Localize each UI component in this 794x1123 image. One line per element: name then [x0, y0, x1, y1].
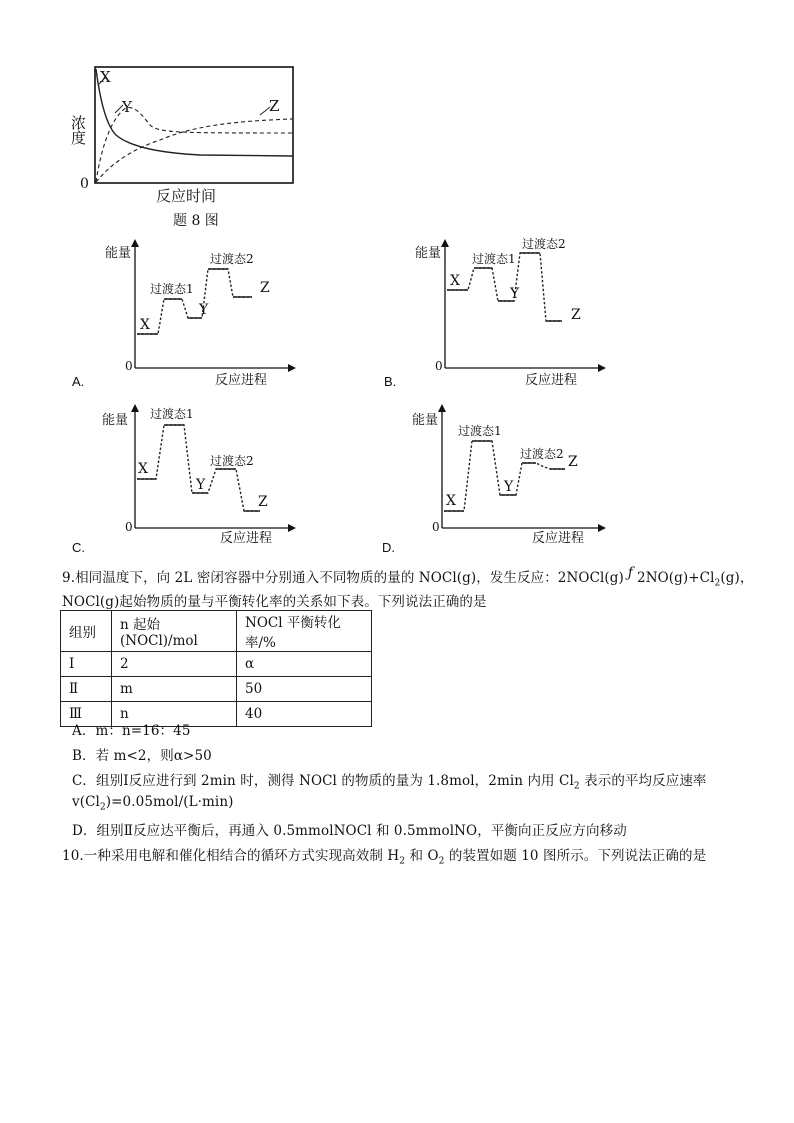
q9-option-d: D．组别Ⅱ反应达平衡后，再通入 0.5mmolNOCl 和 0.5mmolNO，平衡向正反应方向移动: [72, 823, 627, 839]
option-b-diagram: [410, 235, 620, 390]
curve-x-label: X: [100, 68, 111, 86]
q9-stem-1a: 9.相同温度下，向 2L 密闭容器中分别通入不同物质的量的 NOCl(g)，发生反应：2NOCl(g): [62, 570, 624, 586]
option-d-z: Z: [568, 454, 578, 470]
table-cell: 2: [112, 652, 237, 677]
option-b-ts2: 过渡态2: [522, 237, 566, 251]
table-cell: n: [112, 702, 237, 727]
option-d-letter: D.: [382, 540, 395, 555]
q10-stem-c: 的装置如题 10 图所示。下列说法正确的是: [444, 848, 707, 864]
option-c-ylabel: 能量: [102, 413, 129, 428]
x-axis-label: 反应时间: [156, 187, 217, 205]
table-row: [61, 677, 372, 702]
q9-option-c-1a: C．组别Ⅰ反应进行到 2min 时，测得 NOCl 的物质的量为 1.8mol，2min 内用 Cl: [72, 773, 574, 789]
option-c-diagram: [100, 400, 310, 546]
option-c-z: Z: [258, 494, 268, 510]
option-b-origin: 0: [435, 359, 443, 373]
q9-stem-line2: NOCl(g)起始物质的量与平衡转化率的关系如下表。下列说法正确的是: [62, 594, 487, 610]
option-a-xlabel: 反应进程: [215, 373, 268, 388]
option-c-ts2: 过渡态2: [210, 454, 254, 468]
option-d-ylabel: 能量: [412, 413, 439, 428]
option-a-origin: 0: [125, 359, 133, 373]
figure-caption: 题 8 图: [173, 213, 219, 229]
q10-sub-1: 2: [399, 856, 406, 867]
q9-option-c-line2: [72, 794, 234, 813]
option-d-x: X: [446, 493, 456, 509]
q9-stem-line1: [62, 566, 753, 589]
table-header-row: [61, 611, 372, 652]
table-header-cell: NOCl 平衡转化率/%: [237, 611, 372, 652]
option-a-ts2: 过渡态2: [210, 252, 254, 266]
option-d-ts1: 过渡态1: [458, 424, 502, 438]
table-cell: m: [112, 677, 237, 702]
option-b-xlabel: 反应进程: [525, 373, 578, 388]
option-b-z: Z: [571, 307, 581, 323]
curve-y-label: Y: [122, 98, 132, 116]
option-c-x: X: [138, 461, 148, 477]
q10-stem-b: 和 O: [405, 848, 439, 864]
option-a-diagram: [100, 235, 310, 390]
curve-y: [96, 108, 293, 182]
table-cell: Ⅲ: [61, 702, 112, 727]
table-cell: α: [237, 652, 372, 677]
table-cell: Ⅱ: [61, 677, 112, 702]
origin-label: 0: [80, 176, 89, 192]
q9-option-c-1b: 表示的平均反应速率: [579, 773, 707, 789]
option-c-xlabel: 反应进程: [220, 531, 273, 546]
option-d-y: Y: [504, 479, 514, 495]
q10-stem-a: 10.一种采用电解和催化相结合的循环方式实现高效制 H: [62, 848, 400, 864]
option-c-letter: C.: [72, 540, 85, 555]
q9-option-c-2b: )=0.05mol/(L·min): [105, 794, 234, 810]
option-a-y: Y: [199, 302, 209, 318]
equilibrium-symbol: ƒ: [627, 565, 634, 581]
q9-stem-1b: 2NO(g)+Cl: [637, 570, 715, 586]
option-b-ylabel: 能量: [415, 246, 442, 261]
option-c-origin: 0: [125, 520, 133, 534]
option-b-x: X: [450, 273, 460, 289]
option-c-y: Y: [196, 477, 206, 493]
option-d-ts2: 过渡态2: [520, 447, 564, 461]
option-a-letter: A.: [72, 374, 85, 389]
option-d-origin: 0: [432, 520, 440, 534]
q9-option-b: B．若 m<2，则α>50: [72, 748, 212, 764]
curve-z: [96, 119, 293, 182]
table-header-cell: 组别: [61, 611, 112, 652]
option-b-y: Y: [510, 286, 520, 302]
option-c-ts1: 过渡态1: [150, 407, 194, 421]
option-d-xlabel: 反应进程: [532, 531, 585, 546]
figure-8: [70, 55, 310, 230]
option-d-diagram: [410, 400, 620, 546]
option-a-ts1: 过渡态1: [150, 282, 194, 296]
q10-stem: [62, 844, 706, 867]
y-axis-label: 浓度: [69, 115, 87, 145]
table-cell: 40: [237, 702, 372, 727]
option-a-z: Z: [260, 280, 270, 296]
q9-option-c-2-sub: 2: [99, 802, 106, 813]
table-header-cell: n 起始(NOCl)/mol: [112, 611, 237, 652]
q9-option-c-line1: [72, 769, 707, 792]
curve-z-label: Z: [269, 97, 280, 115]
q9-stem-1c: (g)，: [720, 570, 754, 586]
q9-option-a: A．m：n=16：45: [72, 723, 191, 739]
option-b-ts1: 过渡态1: [472, 252, 516, 266]
table-row: [61, 652, 372, 677]
plot-frame: [95, 67, 293, 183]
option-a-ylabel: 能量: [105, 246, 132, 261]
q9-stem-1b-sub: 2: [714, 578, 721, 589]
table-cell: 50: [237, 677, 372, 702]
option-b-letter: B.: [384, 374, 397, 389]
q9-option-c-2a: v(Cl: [72, 794, 100, 810]
table-cell: Ⅰ: [61, 652, 112, 677]
q9-option-c-1-sub: 2: [573, 781, 580, 792]
q10-sub-2: 2: [438, 856, 445, 867]
q9-table: [60, 610, 372, 727]
option-a-x: X: [140, 317, 150, 333]
